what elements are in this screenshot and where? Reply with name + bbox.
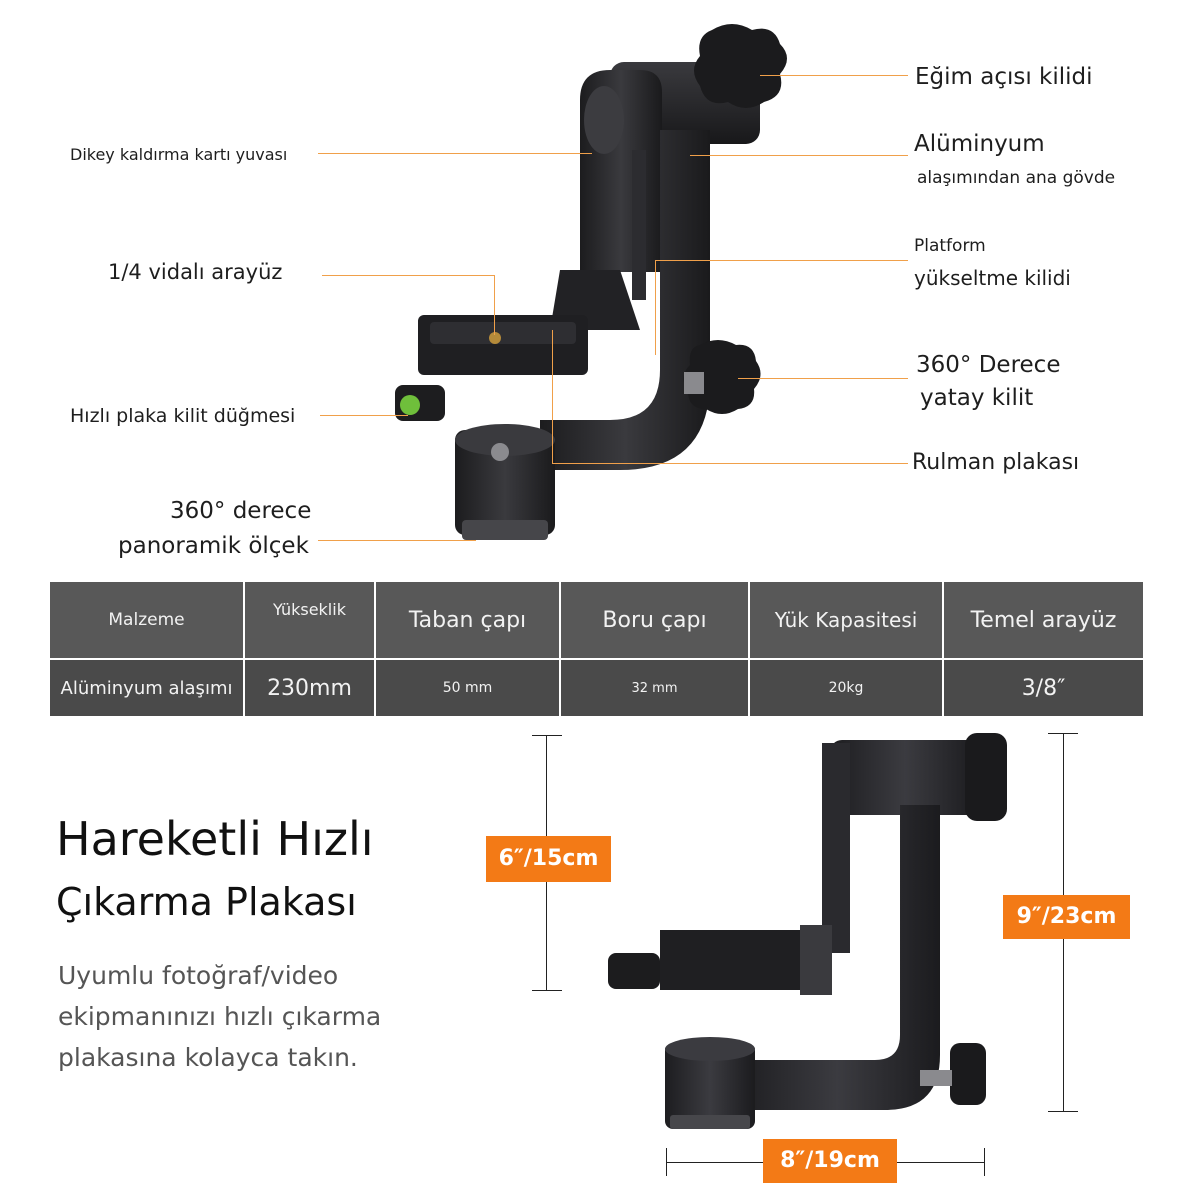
spec-value-load-capacity: 20kg [749,659,943,717]
leader-line [690,155,908,156]
spec-value-row [49,659,1144,717]
dim-tick [666,1148,667,1176]
leader-line [760,75,908,76]
leader-line [655,260,908,261]
callout-quick-plate-knob: Hızlı plaka kilit düğmesi [70,405,296,427]
feature-title-line2: Çıkarma Plakası [56,880,357,924]
leader-line [738,378,908,379]
spec-value-height: 230mm [244,659,375,717]
dim-tick [532,990,562,991]
leader-line [552,463,908,464]
spec-header-load-capacity: Yük Kapasitesi [749,581,943,659]
leader-line [655,260,656,355]
feature-title-line1: Hareketli Hızlı [56,812,374,866]
callout-platform-lock: Platform [914,236,986,256]
callout-screw-interface: 1/4 vidalı arayüz [108,260,283,284]
feature-description: Uyumlu fotoğraf/video ekipmanınızı hızlı çıkarma plakasına kolayca takın. [58,961,382,1072]
spec-value-tube-diameter: 32 mm [560,659,749,717]
callout-platform-lock-sub: yükseltme kilidi [914,266,1071,290]
spec-header-material: Malzeme [49,581,244,659]
spec-value-base-interface: 3/8″ [943,659,1144,717]
dim-tick [984,1148,985,1176]
spec-value-base-diameter: 50 mm [375,659,560,717]
dim-tick [532,735,562,736]
callout-horizontal-lock-sub: yatay kilit [920,385,1034,411]
spec-header-base-interface: Temel arayüz [943,581,1144,659]
callout-panoramic: 360° derece [170,498,312,524]
leader-line [318,540,476,541]
spec-header-base-diameter: Taban çapı [375,581,560,659]
dim-badge-arm-height: 6″/15cm [486,836,611,882]
dim-badge-width: 8″/19cm [763,1139,897,1183]
leader-line [494,275,495,335]
leader-line [318,153,592,154]
spec-value-material: Alüminyum alaşımı [49,659,244,717]
spec-header-row [49,581,1144,659]
dim-tick [1048,733,1078,734]
callout-horizontal-lock: 360° Derece [916,352,1061,378]
spec-table [48,580,1145,718]
dim-badge-total-height: 9″/23cm [1003,895,1130,939]
callout-aluminum-body: Alüminyum [914,131,1045,157]
callout-tilt-lock: Eğim açısı kilidi [915,64,1093,90]
callout-panoramic-sub: panoramik ölçek [118,533,309,559]
leader-line [322,275,494,276]
gimbal-head-illustration-bottom [600,725,1030,1145]
spec-header-tube-diameter: Boru çapı [560,581,749,659]
dim-tick [1048,1111,1078,1112]
callout-bearing-plate: Rulman plakası [912,450,1080,475]
callout-aluminum-body-sub: alaşımından ana gövde [917,168,1116,188]
leader-line [552,330,553,463]
callout-vertical-slot: Dikey kaldırma kartı yuvası [70,145,288,164]
spec-header-height: Yükseklik [244,581,375,659]
leader-line [320,415,408,416]
